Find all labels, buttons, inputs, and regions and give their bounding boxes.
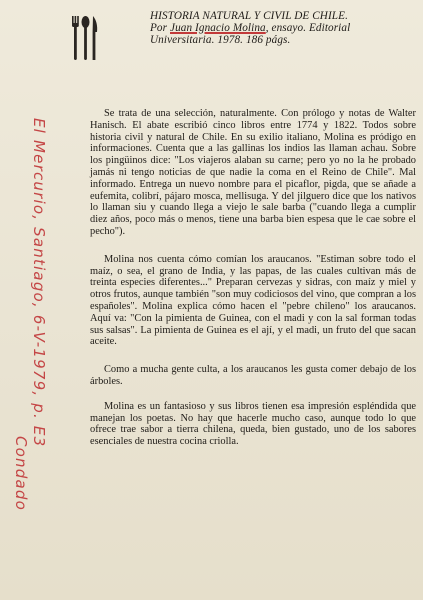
article-paragraph: Molina nos cuenta cómo comían los araucanos. "Estiman sobre todo el maíz, o sea, el grano de India, y las papas, de las cuales cultivan más de treinta especies diferentes..." Preparan cervezas y sidras, con maíz y miel y otros frutos, aunque también "son muy codiciosos del vino, que compran a los españoles". Molina explica cómo hacen el "pebre chileno" los araucanos. Aquí va: "Con la pimienta de Guinea, con el madi y con la sal forman todas sus salsas". La pimienta de Guinea es el ají, y el madi, un fruto del que sacan aceite.	[90, 253, 416, 348]
fork-spoon-knife-icon	[70, 16, 100, 62]
author-prefix: Por	[150, 22, 168, 34]
handwritten-annotation	[12, 118, 56, 588]
book-credit	[150, 22, 416, 46]
book-title: HISTORIA NATURAL Y CIVIL DE CHILE.	[150, 10, 348, 22]
article-paragraph: Se trata de una selección, naturalmente. Con prólogo y notas de Walter Hanisch. El abate escribió cinco libros entre 1774 y 1822. Todos sobre historia civil y natural de Chile. En su exilio italiano, Molina es pródigo en informaciones. Cuenta que a las gallinas los indios las llaman achau. Sobre los pingüinos dice: "Los viajeros alaban su carne; pero yo no la he probado jamás ni tengo noticias de que nadie la coma en el Reino de Chile". Mal informado. Entrega un nuevo nombre para el picaflor, pigda, que se añade a eufemita, colibrí, pájaro mosca, mellisuga. Y del jilguero dice que los nativos lo llaman siu y cuando llega a viejo le sale barba ("cuando llega a cumplir diez años, poco más o menos, tiene una barba bien espesa que le cae sobre el pecho").	[90, 108, 416, 237]
book-author: Juan Ignacio Molina	[170, 22, 266, 34]
article-body	[90, 108, 416, 464]
handwritten-author-note: Condado	[12, 436, 30, 511]
article-paragraph: Molina es un fantasioso y sus libros tienen esa impresión espléndida que manejan los poetas. No hay que hacerle mucho caso, aunque todo lo que ofrece trae sabor a tierra chilena, queda, bien gustado, uno de los sabores esenciales de nuestra cocina criolla.	[90, 400, 416, 448]
book-header	[150, 10, 416, 46]
handwritten-source-note: El Mercurio, Santiago, 6-V-1979, p. E3	[30, 118, 48, 448]
article-paragraph: Como a mucha gente culta, a los araucanos les gusta comer debajo de los árboles.	[90, 364, 416, 387]
book-details: , ensayo. Editorial Universitaria. 1978. 186 págs.	[150, 22, 351, 46]
